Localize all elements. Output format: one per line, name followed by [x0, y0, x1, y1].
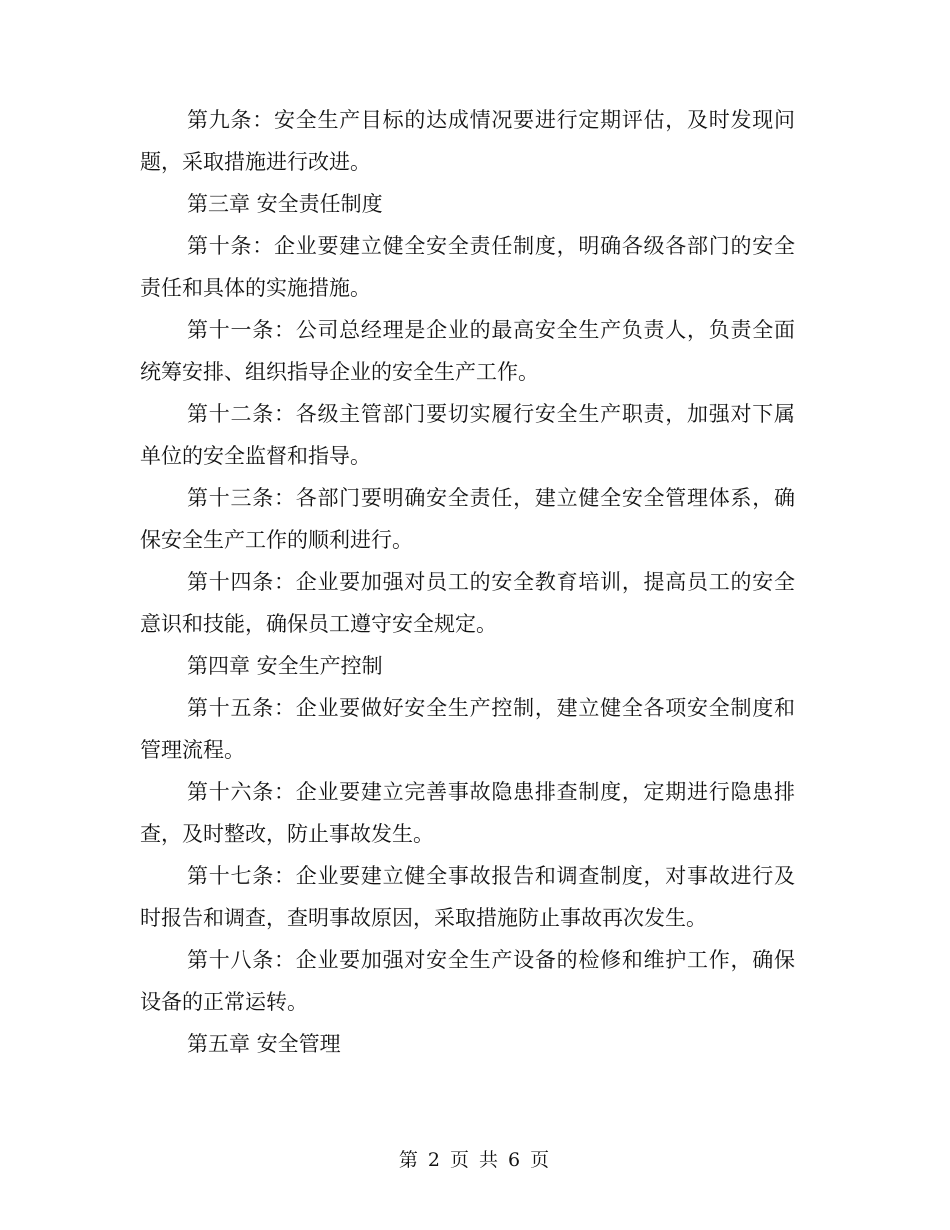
article-11: 第十一条：公司总经理是企业的最高安全生产负责人，负责全面统筹安排、组织指导企业的安全生产工作。	[140, 318, 795, 384]
article-17: 第十七条：企业要建立健全事故报告和调查制度，对事故进行及时报告和调查，查明事故原因，采取措施防止事故再次发生。	[140, 864, 795, 930]
article-9: 第九条：安全生产目标的达成情况要进行定期评估，及时发现问题，采取措施进行改进。	[140, 108, 795, 174]
chapter-4-heading: 第四章 安全生产控制	[187, 654, 383, 678]
chapter-3-heading: 第三章 安全责任制度	[187, 192, 383, 216]
page-number: 第 2 页 共 6 页	[398, 1149, 552, 1171]
article-15: 第十五条：企业要做好安全生产控制，建立健全各项安全制度和管理流程。	[140, 696, 795, 762]
article-10: 第十条：企业要建立健全安全责任制度，明确各级各部门的安全责任和具体的实施措施。	[140, 234, 795, 300]
article-18: 第十八条：企业要加强对安全生产设备的检修和维护工作，确保设备的正常运转。	[140, 948, 795, 1014]
article-12: 第十二条：各级主管部门要切实履行安全生产职责，加强对下属单位的安全监督和指导。	[140, 402, 795, 468]
article-13: 第十三条：各部门要明确安全责任，建立健全安全管理体系，确保安全生产工作的顺利进行。	[140, 486, 795, 552]
chapter-5-heading: 第五章 安全管理	[187, 1032, 341, 1056]
article-14: 第十四条：企业要加强对员工的安全教育培训，提高员工的安全意识和技能，确保员工遵守安全规定。	[140, 570, 795, 636]
document-body	[140, 99, 795, 1065]
article-16: 第十六条：企业要建立完善事故隐患排查制度，定期进行隐患排查，及时整改，防止事故发生。	[140, 780, 795, 846]
